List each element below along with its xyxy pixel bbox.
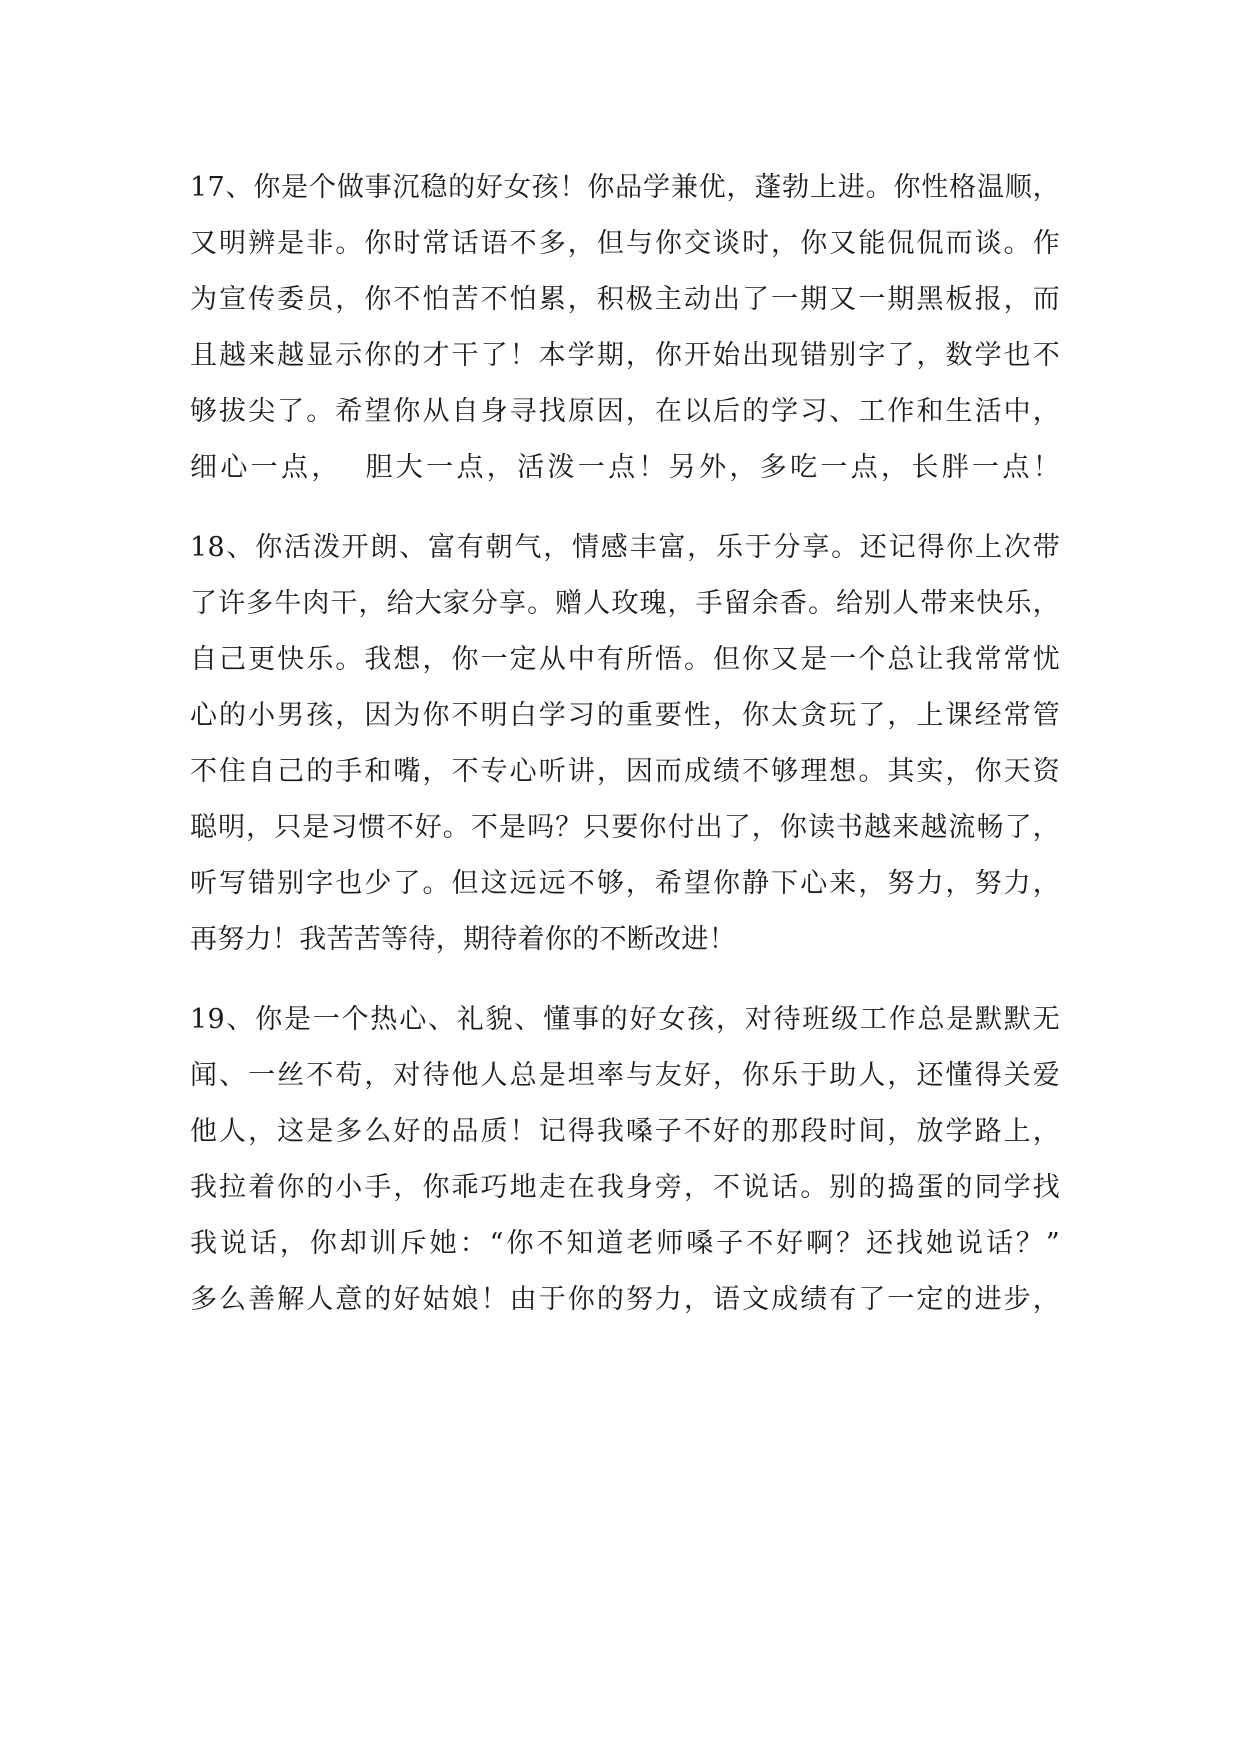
text-line: 聪明，只是习惯不好。不是吗？只要你付出了，你读书越来越流畅了， bbox=[190, 812, 1060, 843]
text-line: 为宣传委员，你不怕苦不怕累，积极主动出了一期又一期黑板报，而 bbox=[190, 284, 1060, 315]
paragraph-17 bbox=[190, 160, 1060, 496]
text-line: 我说话，你却训斥她：“你不知道老师嗓子不好啊？还找她说话？” bbox=[190, 1228, 1060, 1259]
text-line: 我拉着你的小手，你乖巧地走在我身旁，不说话。别的捣蛋的同学找 bbox=[190, 1172, 1060, 1203]
paragraph-19 bbox=[190, 992, 1060, 1328]
text-line: 再努力！我苦苦等待，期待着你的不断改进！ bbox=[190, 924, 736, 955]
text-line: 且越来越显示你的才干了！本学期，你开始出现错别字了，数学也不 bbox=[190, 340, 1060, 371]
paragraph-18 bbox=[190, 520, 1060, 968]
text-line: 听写错别字也少了。但这远远不够，希望你静下心来，努力，努力， bbox=[190, 868, 1060, 899]
text-line: 心的小男孩，因为你不明白学习的重要性，你太贪玩了，上课经常管 bbox=[190, 700, 1060, 731]
text-line: 多么善解人意的好姑娘！由于你的努力，语文成绩有了一定的进步， bbox=[190, 1284, 1060, 1315]
document-body bbox=[190, 160, 1060, 1352]
text-line: 他人，这是多么好的品质！记得我嗓子不好的那段时间，放学路上， bbox=[190, 1116, 1060, 1147]
text-line: 够拔尖了。希望你从自身寻找原因，在以后的学习、工作和生活中， bbox=[190, 396, 1060, 427]
text-line: 19、你是一个热心、礼貌、懂事的好女孩，对待班级工作总是默默无 bbox=[190, 1004, 1060, 1035]
text-line: 18、你活泼开朗、富有朝气，情感丰富，乐于分享。还记得你上次带 bbox=[190, 532, 1060, 563]
text-line: 闻、一丝不苟，对待他人总是坦率与友好，你乐于助人，还懂得关爱 bbox=[190, 1060, 1060, 1091]
text-line: 自己更快乐。我想，你一定从中有所悟。但你又是一个总让我常常忧 bbox=[190, 644, 1060, 675]
text-line: 细心一点， 胆大一点，活泼一点！另外，多吃一点，长胖一点！ bbox=[190, 452, 1060, 483]
text-line: 17、你是个做事沉稳的好女孩！你品学兼优，蓬勃上进。你性格温顺， bbox=[190, 172, 1060, 203]
text-line: 了许多牛肉干，给大家分享。赠人玫瑰，手留余香。给别人带来快乐， bbox=[190, 588, 1060, 619]
text-line: 又明辨是非。你时常话语不多，但与你交谈时，你又能侃侃而谈。作 bbox=[190, 228, 1060, 259]
text-line: 不住自己的手和嘴，不专心听讲，因而成绩不够理想。其实，你天资 bbox=[190, 756, 1060, 787]
